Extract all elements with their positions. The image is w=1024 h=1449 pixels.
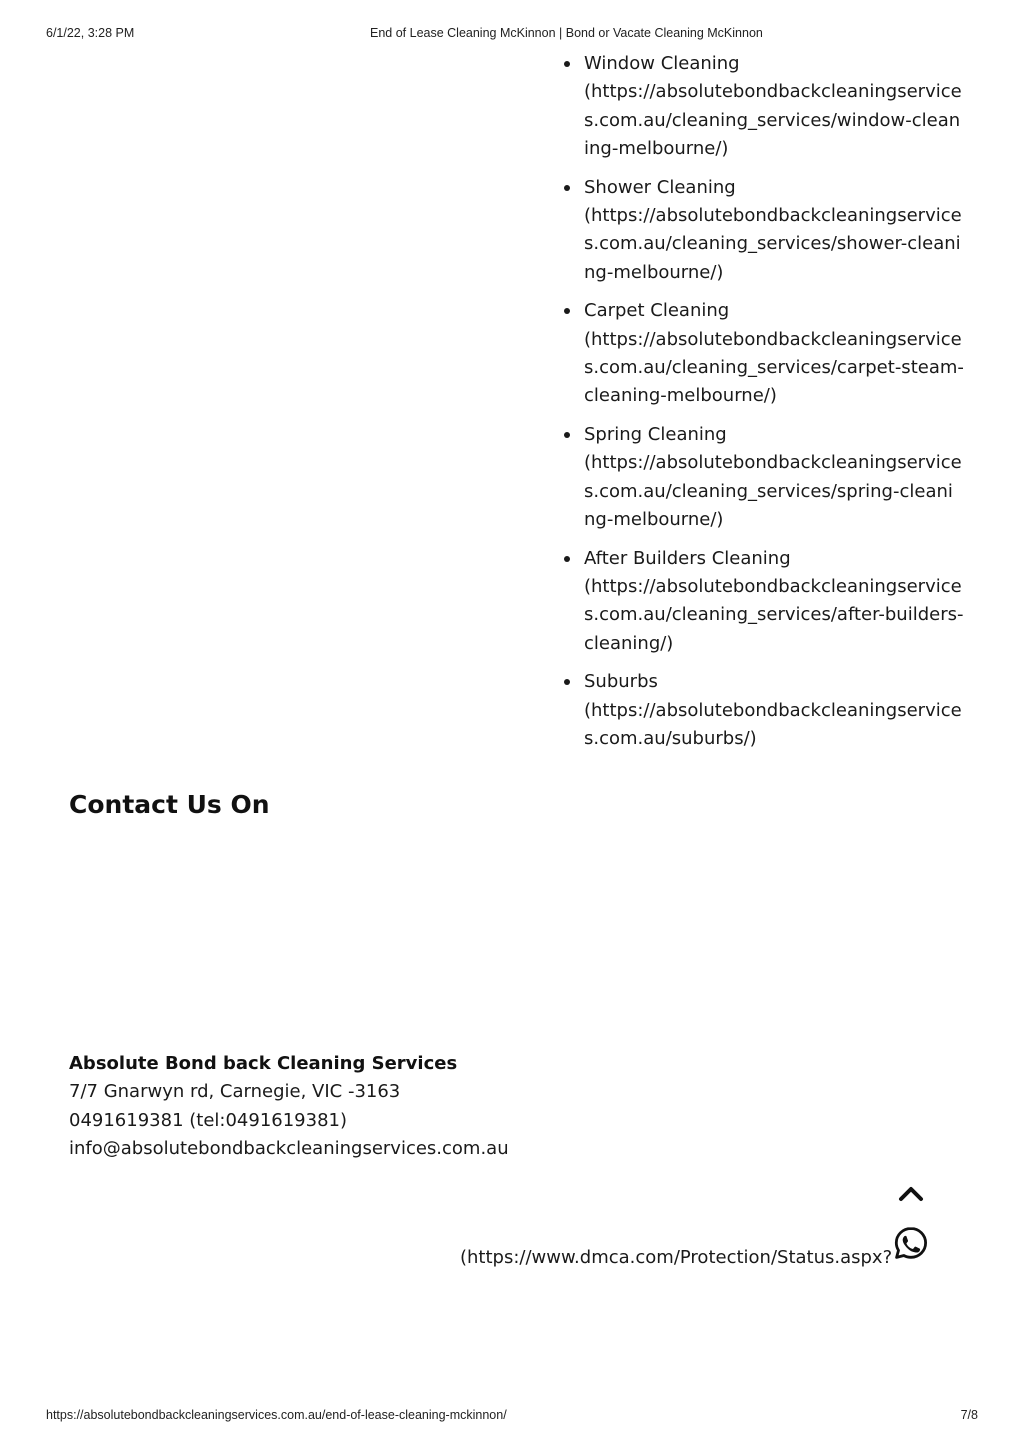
service-url: (https://absolutebondbackcleaningservices.com.au/cleaning_services/shower-cleaning-melbourne/)	[584, 205, 962, 283]
list-item	[584, 174, 964, 288]
service-link-carpet-cleaning[interactable]: Carpet Cleaning	[584, 300, 730, 322]
whatsapp-icon	[893, 1225, 929, 1261]
service-link-window-cleaning[interactable]: Window Cleaning	[584, 53, 740, 74]
print-header	[0, 26, 1024, 42]
list-item	[584, 421, 964, 535]
list-item	[584, 545, 964, 659]
whatsapp-button[interactable]	[893, 1225, 929, 1261]
company-address: 7/7 Gnarwyn rd, Carnegie, VIC -3163	[69, 1081, 401, 1103]
list-item	[584, 50, 964, 164]
chevron-up-icon	[896, 1180, 926, 1206]
service-link-spring-cleaning[interactable]: Spring Cleaning	[584, 423, 727, 445]
list-item	[584, 297, 964, 411]
service-link-suburbs[interactable]: Suburbs	[584, 671, 658, 693]
service-url: (https://absolutebondbackcleaningservices.com.au/suburbs/)	[584, 699, 962, 749]
page-number: 7/8	[960, 1408, 978, 1422]
scroll-to-top-button[interactable]	[896, 1180, 926, 1206]
service-url: (https://absolutebondbackcleaningservices.com.au/cleaning_services/after-builders-cleaning/)	[584, 575, 964, 654]
service-link-after-builders-cleaning[interactable]: After Builders Cleaning	[584, 547, 791, 569]
email-link[interactable]: info@absolutebondbackcleaningservices.com.au	[69, 1138, 509, 1160]
contact-heading: Contact Us On	[69, 790, 270, 819]
print-date: 6/1/22, 3:28 PM	[46, 26, 135, 40]
company-name: Absolute Bond back Cleaning Services	[69, 1053, 458, 1074]
print-page-title: End of Lease Cleaning McKinnon | Bond or Vacate Cleaning McKinnon	[370, 26, 763, 40]
phone-link[interactable]: 0491619381 (tel:0491619381)	[69, 1109, 348, 1131]
print-footer	[0, 1408, 1024, 1424]
services-list	[584, 50, 964, 763]
service-url: (https://absolutebondbackcleaningservices.com.au/cleaning_services/carpet-steam-cleaning-melbourne/)	[584, 328, 964, 407]
service-url: (https://absolutebondbackcleaningservices.com.au/cleaning_services/window-cleaning-melbourne/)	[584, 81, 962, 160]
contact-details	[69, 1050, 629, 1164]
service-url: (https://absolutebondbackcleaningservices.com.au/cleaning_services/spring-cleaning-melbourne/)	[584, 452, 962, 531]
service-link-shower-cleaning[interactable]: Shower Cleaning	[584, 176, 736, 198]
dmca-link[interactable]: (https://www.dmca.com/Protection/Status.aspx?	[460, 1247, 893, 1268]
list-item	[584, 668, 964, 753]
print-page-url: https://absolutebondbackcleaningservices.com.au/end-of-lease-cleaning-mckinnon/	[46, 1408, 507, 1422]
